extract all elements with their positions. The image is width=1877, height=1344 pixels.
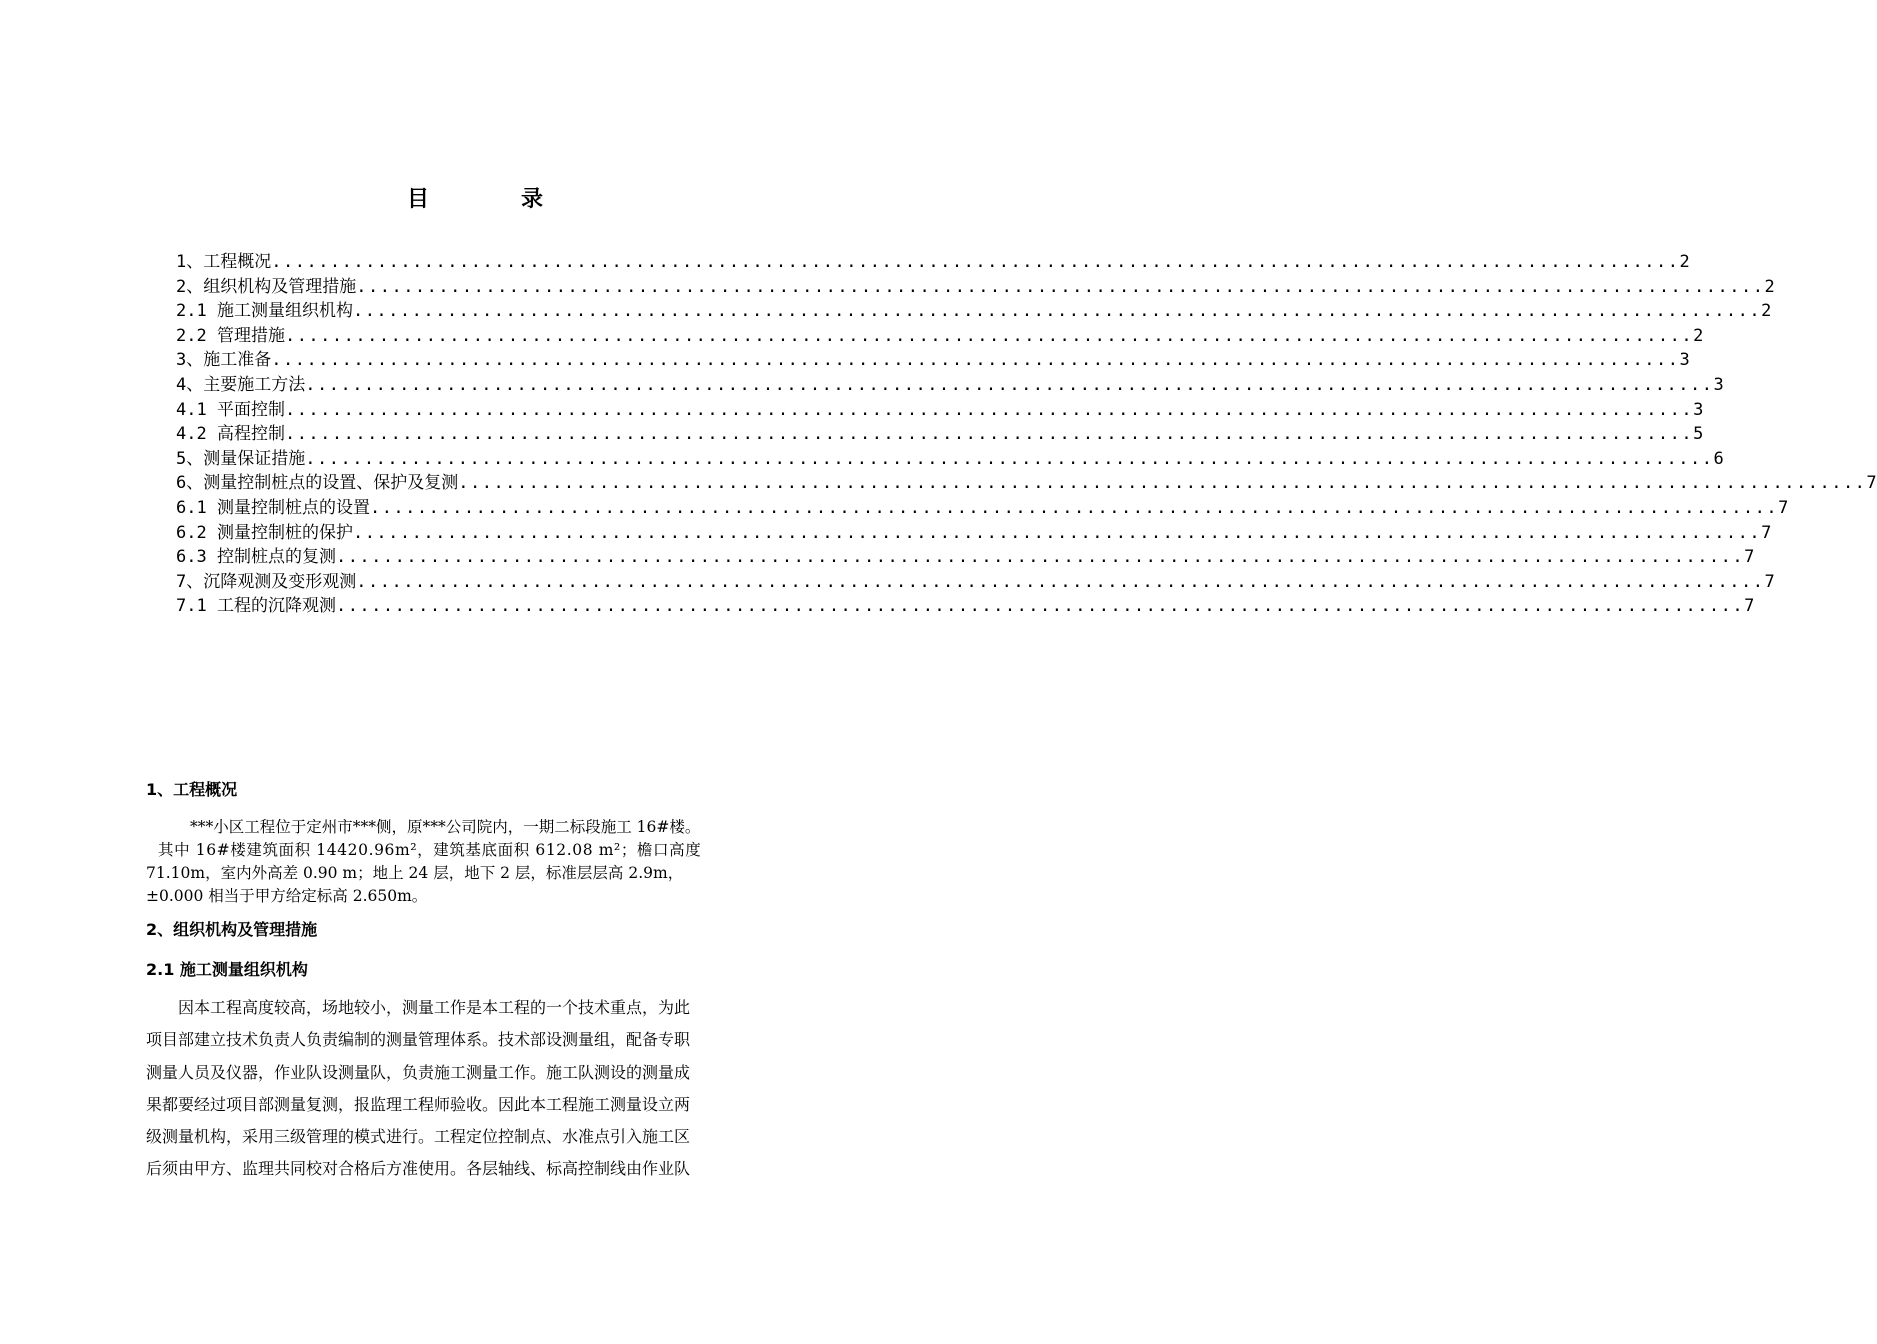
- toc-entry-label: 4.2 高程控制: [176, 424, 285, 445]
- toc-entry-page: 2: [1764, 276, 1775, 297]
- toc-entry-page: 7: [1744, 547, 1755, 568]
- toc-leader-dots: ........................................................................................................................: [305, 448, 1714, 469]
- paragraph-line: ***小区工程位于定州市***侧，原***公司院内，一期二标段施工 16#楼。: [190, 818, 701, 836]
- toc-leader-dots: ........................................................................................................................: [369, 497, 1779, 518]
- paragraph-line: ±0.000 相当于甲方给定标高 2.650m。: [146, 887, 428, 905]
- paragraph-line: 其中 16#楼建筑面积 14420.96m²，建筑基底面积 612.08 m²；檐口高度: [158, 841, 702, 859]
- toc-leader-dots: ........................................................................................................................: [352, 301, 1762, 322]
- paragraph-line: 后须由甲方、监理共同校对合格后方准使用。各层轴线、标高控制线由作业队: [146, 1159, 691, 1179]
- paragraph-line: 测量人员及仪器，作业队设测量队，负责施工测量工作。施工队测设的测量成: [146, 1062, 691, 1082]
- toc-entry[interactable]: [176, 422, 1704, 447]
- toc-entry[interactable]: [176, 471, 1877, 496]
- toc-entry-page: 5: [1693, 424, 1704, 445]
- toc-entry-label: 5、测量保证措施: [176, 448, 306, 469]
- toc-entry-label: 4.1 平面控制: [176, 399, 285, 420]
- table-of-contents: [176, 250, 1877, 619]
- paragraph-line: 因本工程高度较高，场地较小，测量工作是本工程的一个技术重点，为此: [178, 998, 691, 1017]
- toc-entry[interactable]: [176, 373, 1724, 398]
- toc-entry-page: 2: [1761, 301, 1772, 322]
- toc-entry[interactable]: [176, 299, 1772, 324]
- paragraph-line: 项目部建立技术负责人负责编制的测量管理体系。技术部设测量组，配备专职: [146, 1030, 691, 1050]
- toc-entry-label: 6.1 测量控制桩点的设置: [176, 497, 370, 518]
- toc-entry-label: 6.3 控制桩点的复测: [176, 547, 336, 568]
- toc-entry-page: 7: [1761, 522, 1772, 543]
- toc-entry-label: 6、测量控制桩点的设置、保护及复测: [176, 473, 459, 494]
- toc-leader-dots: ........................................................................................................................: [335, 596, 1745, 617]
- section-2-1-paragraph: [146, 992, 806, 1186]
- toc-entry-page: 7: [1778, 497, 1789, 518]
- section-1-paragraph: [146, 816, 806, 908]
- toc-entry[interactable]: [176, 275, 1775, 300]
- toc-entry-label: 7、沉降观测及变形观测: [176, 571, 357, 592]
- toc-entry[interactable]: [176, 398, 1704, 423]
- toc-leader-dots: ........................................................................................................................: [271, 350, 1680, 371]
- toc-entry-label: 7.1 工程的沉降观测: [176, 596, 336, 617]
- section-heading-1: 1、工程概况: [146, 780, 238, 799]
- toc-leader-dots: ........................................................................................................................: [284, 399, 1694, 420]
- toc-leader-dots: ........................................................................................................................: [271, 252, 1680, 272]
- toc-entry-page: 3: [1693, 399, 1704, 420]
- toc-leader-dots: ........................................................................................................................: [305, 374, 1714, 395]
- toc-entry[interactable]: [176, 545, 1755, 570]
- toc-leader-dots: ........................................................................................................................: [458, 473, 1867, 494]
- toc-entry-page: 2: [1679, 252, 1690, 272]
- toc-entry-label: 4、主要施工方法: [176, 374, 306, 395]
- toc-leader-dots: ........................................................................................................................: [356, 571, 1765, 592]
- toc-leader-dots: ........................................................................................................................: [284, 424, 1694, 445]
- toc-entry-label: 6.2 测量控制桩的保护: [176, 522, 353, 543]
- toc-entry-label: 1、工程概况: [176, 252, 272, 272]
- section-heading-2: 2、组织机构及管理措施: [146, 920, 318, 939]
- toc-entry-label: 2.2 管理措施: [176, 325, 285, 346]
- toc-entry[interactable]: [176, 348, 1690, 373]
- toc-leader-dots: ........................................................................................................................: [335, 547, 1745, 568]
- toc-entry[interactable]: [176, 324, 1704, 349]
- toc-entry[interactable]: [176, 570, 1775, 595]
- toc-entry-label: 3、施工准备: [176, 350, 272, 371]
- toc-entry-page: 3: [1679, 350, 1690, 371]
- paragraph-line: 71.10m，室内外高差 0.90 m；地上 24 层，地下 2 层，标准层层高 2.9m，: [146, 864, 684, 882]
- toc-entry-page: 6: [1713, 448, 1724, 469]
- toc-leader-dots: ........................................................................................................................: [284, 325, 1694, 346]
- toc-entry[interactable]: [176, 594, 1755, 619]
- toc-entry-page: 7: [1744, 596, 1755, 617]
- toc-entry[interactable]: [176, 496, 1789, 521]
- toc-entry[interactable]: [176, 250, 1690, 275]
- toc-entry-page: 2: [1693, 325, 1704, 346]
- toc-entry-page: 7: [1764, 571, 1775, 592]
- toc-entry-page: 3: [1713, 374, 1724, 395]
- toc-leader-dots: ........................................................................................................................: [352, 522, 1762, 543]
- toc-entry[interactable]: [176, 447, 1724, 472]
- paragraph-line: 级测量机构，采用三级管理的模式进行。工程定位控制点、水准点引入施工区: [146, 1127, 691, 1147]
- toc-leader-dots: ........................................................................................................................: [356, 276, 1765, 297]
- section-subheading-2-1: 2.1 施工测量组织机构: [146, 960, 308, 979]
- toc-entry-page: 7: [1866, 473, 1877, 494]
- paragraph-line: 果都要经过项目部测量复测，报监理工程师验收。因此本工程施工测量设立两: [146, 1094, 691, 1114]
- toc-title: 目录: [406, 187, 635, 212]
- toc-entry-label: 2.1 施工测量组织机构: [176, 301, 353, 322]
- toc-entry-label: 2、组织机构及管理措施: [176, 276, 357, 297]
- toc-entry[interactable]: [176, 521, 1772, 546]
